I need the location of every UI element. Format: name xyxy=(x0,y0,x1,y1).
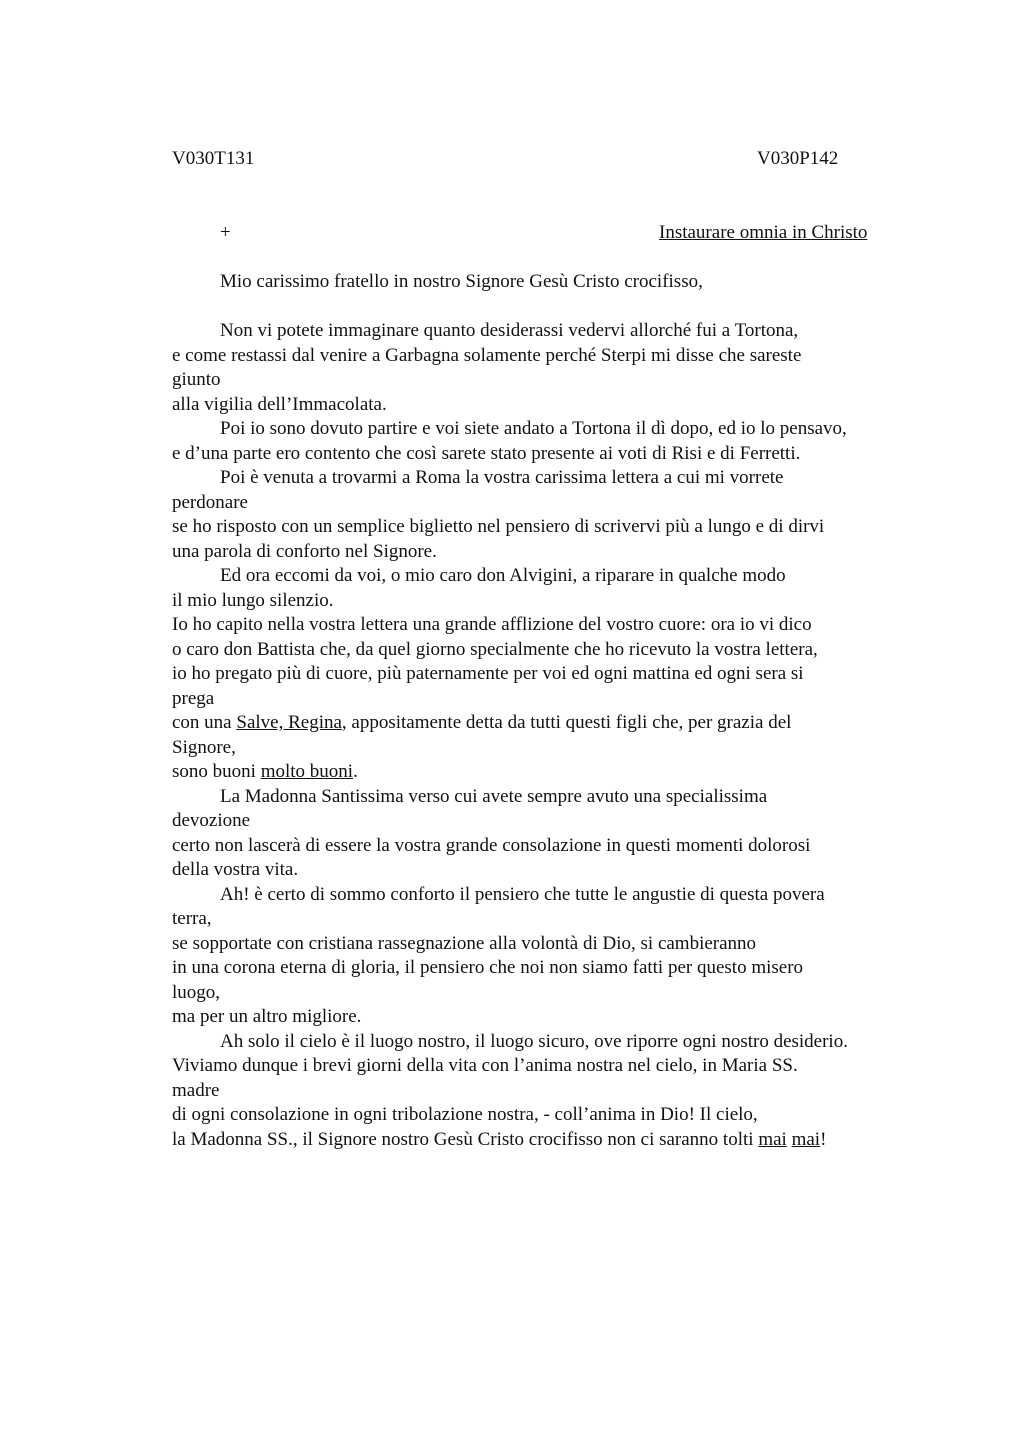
body-line: una parola di conforto nel Signore. xyxy=(172,540,437,562)
body-line: Poi è venuta a trovarmi a Roma la vostra carissima lettera a cui mi vorrete xyxy=(220,467,784,488)
body-text: sono buoni xyxy=(172,761,261,782)
body-line: certo non lascerà di essere la vostra grande consolazione in questi momenti dolorosi xyxy=(172,834,811,856)
body-line: della vostra vita. xyxy=(172,859,299,880)
body-line: il mio lungo silenzio. xyxy=(172,589,334,611)
body-line: La Madonna Santissima verso cui avete sempre avuto una specialissima xyxy=(220,785,768,807)
body-line: terra, xyxy=(172,908,212,929)
body-line: Poi io sono dovuto partire e voi siete andato a Tortona il dì dopo, ed io lo pensavo, xyxy=(220,418,847,439)
body-line: in una corona eterna di gloria, il pensiero che noi non siamo fatti per questo misero xyxy=(172,957,804,978)
body-line: o caro don Battista che, da quel giorno specialmente che ho ricevuto la vostra lettera, xyxy=(172,638,818,660)
body-text: con una xyxy=(172,712,237,733)
body-line: Signore, xyxy=(172,736,236,758)
body-line: di ogni consolazione in ogni tribolazione nostra, - coll’anima in Dio! Il cielo, xyxy=(172,1104,758,1125)
body-line: devozione xyxy=(172,810,251,831)
body-line: Io ho capito nella vostra lettera una grande afflizione del vostro cuore: ora io vi dico xyxy=(172,614,812,635)
cross-mark: + xyxy=(220,222,231,243)
body-line: Ed ora eccomi da voi, o mio caro don Alvigini, a riparare in qualche modo xyxy=(220,565,786,586)
underlined-word-mai: mai xyxy=(758,1128,787,1150)
salutation: Mio carissimo fratello in nostro Signore Gesù Cristo crocifisso, xyxy=(220,271,703,292)
body-text: . xyxy=(353,761,358,782)
body-line: e come restassi dal venire a Garbagna solamente perché Sterpi mi disse che sareste xyxy=(172,344,802,366)
body-text: la Madonna SS., il Signore nostro Gesù Cristo crocifisso non ci saranno tolti xyxy=(172,1128,759,1150)
motto-heading: Instaurare omnia in Christo xyxy=(659,222,868,243)
document-code-left: V030T131 xyxy=(172,148,255,169)
body-line: Ah solo il cielo è il luogo nostro, il luogo sicuro, ove riporre ogni nostro desiderio. xyxy=(220,1030,848,1052)
body-text: ! xyxy=(820,1128,827,1150)
body-line: se ho risposto con un semplice biglietto nel pensiero di scrivervi più a lungo e di dirvi xyxy=(172,516,825,537)
body-line: e d’una parte ero contento che così sarete stato presente ai voti di Risi e di Ferretti. xyxy=(172,442,801,464)
body-line xyxy=(172,712,932,737)
underlined-phrase-salve-regina: Salve, Regina xyxy=(236,712,342,733)
body-line: perdonare xyxy=(172,491,248,513)
body-line: se sopportate con cristiana rassegnazione alla volontà di Dio, si cambieranno xyxy=(172,932,757,954)
body-line: Viviamo dunque i brevi giorni della vita con l’anima nostra nel cielo, in Maria SS. xyxy=(172,1055,798,1076)
body-line: Ah! è certo di sommo conforto il pensiero che tutte le angustie di questa povera xyxy=(220,883,825,905)
body-line: luogo, xyxy=(172,981,221,1003)
body-line: prega xyxy=(172,687,215,709)
body-line: giunto xyxy=(172,369,221,390)
underlined-word-mai: mai xyxy=(791,1128,821,1150)
letter-body xyxy=(172,320,932,1153)
body-line: Non vi potete immaginare quanto desiderassi vedervi allorché fui a Tortona, xyxy=(220,320,799,341)
body-line: alla vigilia dell’Immacolata. xyxy=(172,393,387,415)
underlined-phrase-molto-buoni: molto buoni xyxy=(260,761,354,782)
body-line: madre xyxy=(172,1079,220,1101)
document-code-right: V030P142 xyxy=(757,148,839,169)
body-line: ma per un altro migliore. xyxy=(172,1006,362,1027)
body-text: , appositamente detta da tutti questi figli che, per grazia del xyxy=(341,712,792,733)
body-line: io ho pregato più di cuore, più paternamente per voi ed ogni mattina ed ogni sera si xyxy=(172,663,804,684)
body-line xyxy=(172,1129,932,1154)
body-line xyxy=(172,761,932,786)
